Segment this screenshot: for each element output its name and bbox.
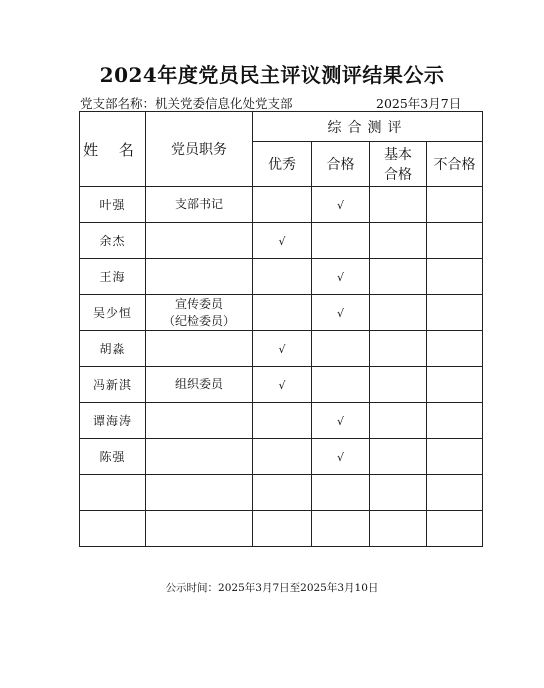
rating-cell-qualified [312, 259, 370, 295]
rating-cell-unqualified [427, 475, 483, 511]
rating-cell-qualified [312, 403, 370, 439]
rating-cell-basic [370, 475, 427, 511]
rating-cell-unqualified [427, 331, 483, 367]
position-line1: 组织委员 [174, 377, 223, 391]
member-position [146, 187, 253, 223]
header-excellent: 优秀 [253, 142, 312, 187]
table-row [80, 367, 483, 403]
rating-cell-unqualified [427, 259, 483, 295]
rating-cell-excellent [253, 367, 312, 403]
header-basic-qualified [370, 142, 427, 187]
rating-cell-basic [370, 331, 427, 367]
check-mark: √ [336, 270, 344, 284]
rating-cell-excellent [253, 187, 312, 223]
member-position [146, 511, 253, 547]
rating-cell-basic [370, 403, 427, 439]
rating-cell-unqualified [427, 403, 483, 439]
table-body [80, 187, 483, 547]
member-name: 余杰 [80, 223, 146, 259]
rating-cell-qualified [312, 439, 370, 475]
rating-cell-unqualified [427, 187, 483, 223]
member-position [146, 367, 253, 403]
publish-date: 2025年3月7日 [376, 96, 462, 111]
table-row [80, 187, 483, 223]
table-row [80, 259, 483, 295]
position-line1: 宣传委员 [174, 296, 223, 311]
rating-cell-basic [370, 259, 427, 295]
rating-cell-excellent [253, 439, 312, 475]
table-row [80, 295, 483, 331]
header-basic-line2: 合格 [384, 167, 412, 183]
rating-cell-basic [370, 367, 427, 403]
member-position [146, 439, 253, 475]
rating-cell-basic [370, 511, 427, 547]
table-row [80, 331, 483, 367]
rating-cell-qualified [312, 331, 370, 367]
rating-cell-qualified [312, 187, 370, 223]
table-row [80, 475, 483, 511]
position-line2: （纪检委员） [162, 313, 235, 328]
table-row [80, 403, 483, 439]
document-title: 2024年度党员民主评议测评结果公示 [99, 63, 445, 87]
check-mark: √ [336, 198, 344, 212]
branch-name: 党支部名称：机关党委信息化处党支部 [80, 96, 293, 111]
member-name: 吴少恒 [80, 295, 146, 331]
rating-cell-unqualified [427, 439, 483, 475]
header-evaluation-group: 综合测评 [253, 112, 483, 142]
evaluation-table [79, 111, 483, 547]
rating-cell-qualified [312, 223, 370, 259]
header-basic-line1: 基本 [384, 147, 412, 163]
check-mark: √ [336, 306, 344, 320]
member-name: 陈强 [80, 439, 146, 475]
table-row [80, 511, 483, 547]
member-position [146, 295, 253, 331]
rating-cell-qualified [312, 367, 370, 403]
check-mark: √ [336, 414, 344, 428]
rating-cell-qualified [312, 295, 370, 331]
rating-cell-unqualified [427, 367, 483, 403]
member-position [146, 259, 253, 295]
check-mark: √ [336, 450, 344, 464]
rating-cell-unqualified [427, 511, 483, 547]
header-unqualified: 不合格 [427, 142, 483, 187]
rating-cell-basic [370, 439, 427, 475]
member-name: 谭海涛 [80, 403, 146, 439]
rating-cell-basic [370, 295, 427, 331]
check-mark: √ [278, 234, 286, 248]
rating-cell-unqualified [427, 295, 483, 331]
footer-note: 公示时间：2025年3月7日至2025年3月10日 [165, 582, 379, 594]
header-name: 姓 名 [80, 112, 146, 187]
rating-cell-excellent [253, 403, 312, 439]
rating-cell-qualified [312, 511, 370, 547]
rating-cell-excellent [253, 259, 312, 295]
header-position: 党员职务 [146, 112, 253, 187]
rating-cell-excellent [253, 511, 312, 547]
member-name: 胡淼 [80, 331, 146, 367]
header-qualified: 合格 [312, 142, 370, 187]
member-name [80, 475, 146, 511]
table-row [80, 223, 483, 259]
rating-cell-unqualified [427, 223, 483, 259]
member-name: 冯新淇 [80, 367, 146, 403]
table-row [80, 439, 483, 475]
rating-cell-excellent [253, 331, 312, 367]
position-line1: 支部书记 [174, 197, 223, 211]
check-mark: √ [278, 378, 286, 392]
rating-cell-excellent [253, 295, 312, 331]
member-position [146, 331, 253, 367]
rating-cell-excellent [253, 475, 312, 511]
member-name [80, 511, 146, 547]
member-name: 王海 [80, 259, 146, 295]
rating-cell-excellent [253, 223, 312, 259]
rating-cell-qualified [312, 475, 370, 511]
rating-cell-basic [370, 223, 427, 259]
check-mark: √ [278, 342, 286, 356]
member-position [146, 223, 253, 259]
rating-cell-basic [370, 187, 427, 223]
member-position [146, 475, 253, 511]
member-position [146, 403, 253, 439]
member-name: 叶强 [80, 187, 146, 223]
